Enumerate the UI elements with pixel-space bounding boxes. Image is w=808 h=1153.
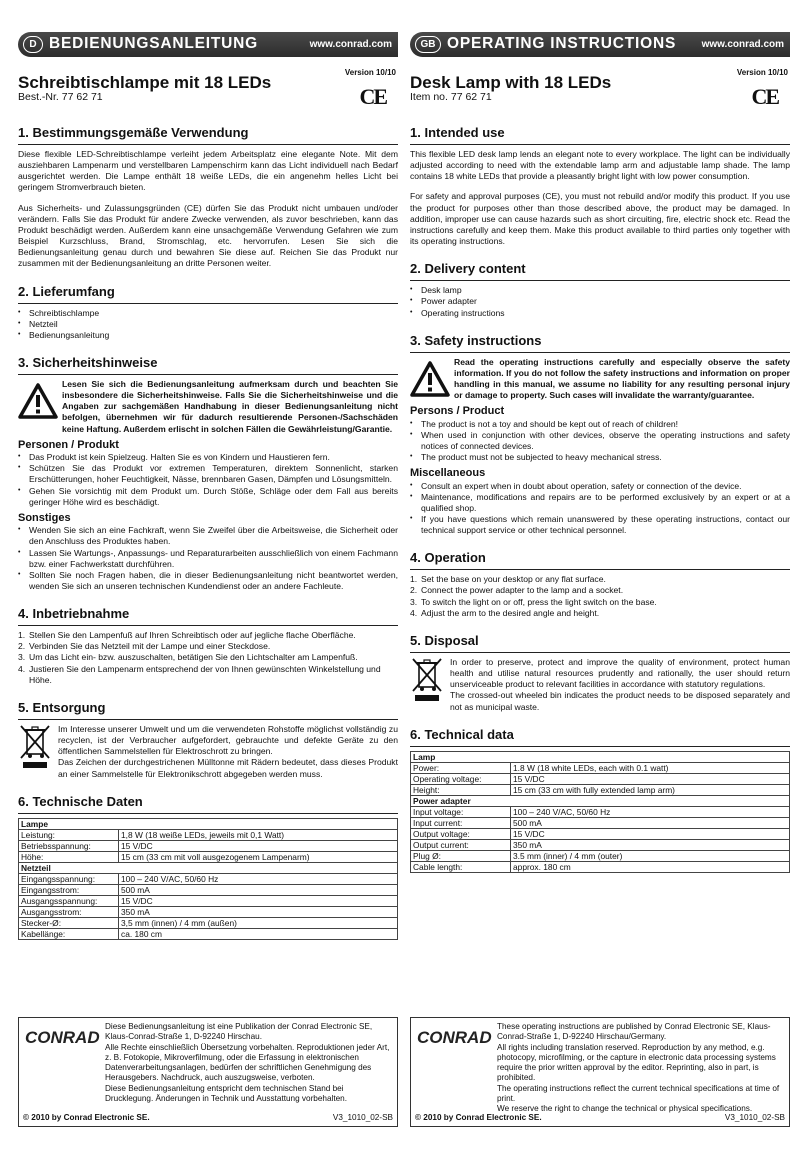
warning-triangle-icon	[18, 379, 58, 435]
subheading: Persons / Product	[410, 405, 505, 418]
svg-text:CONRAD: CONRAD	[25, 1028, 100, 1047]
paragraph: The crossed-out wheeled bin indicates the product needs to be disposed separately and not as municipal waste.	[450, 690, 790, 712]
table-row: Leistung: 1,8 W (18 weiße LEDs, jeweils mit 0,1 Watt)	[19, 829, 398, 840]
paragraph: Im Interesse unserer Umwelt und um die verwendeten Rohstoffe möglichst vollständig zu recyclen, ist der Verbraucher aufgefordert, gebrauchte und defekte Geräte zu den öffentlichen Sammelstellen für Elektroschrott zu bringen.	[58, 723, 398, 757]
language-badge: GB	[415, 36, 441, 53]
section-heading: 5. Entsorgung	[18, 700, 398, 720]
section-technical-data	[410, 727, 790, 873]
subheading: Sonstiges	[18, 511, 71, 524]
table-group: Lamp	[411, 751, 790, 762]
list-item: 3. Um das Licht ein- bzw. auszuschalten, betätigen Sie den Lichtschalter am Lampenfuß.	[18, 652, 358, 663]
crossed-bin-icon	[18, 724, 52, 780]
table-group: Netzteil	[19, 862, 398, 873]
document-title: Desk Lamp with 18 LEDs	[410, 73, 612, 92]
technical-data-table	[18, 818, 398, 940]
section-delivery-content	[410, 261, 790, 318]
document-code: V3_1010_02-SB	[724, 1112, 785, 1122]
column-english	[410, 32, 790, 873]
table-row: Operating voltage: 15 V/DC	[411, 773, 790, 784]
section-intended-use	[18, 125, 398, 270]
table-row: Kabellänge: ca. 180 cm	[19, 928, 398, 939]
list-item: 4. Justieren Sie den Lampenarm entsprechend der von Ihnen gewünschten Winkelstellung und Höhe.	[18, 663, 381, 685]
table-row: Cable length: approx. 180 cm	[411, 861, 790, 872]
document-code: V3_1010_02-SB	[332, 1112, 393, 1122]
list-item: 1. Set the base on your desktop or any flat surface.	[410, 574, 606, 585]
header-title: OPERATING INSTRUCTIONS	[447, 35, 677, 53]
conrad-logo-icon	[415, 1026, 493, 1048]
footer-english	[410, 1017, 790, 1127]
table-row: Plug Ø: 3.5 mm (inner) / 4 mm (outer)	[411, 850, 790, 861]
list-item: 4. Adjust the arm to the desired angle and height.	[410, 607, 600, 618]
list-item: • Wenden Sie sich an eine Fachkraft, wenn Sie Zweifel über die Arbeitsweise, die Sicherheit oder den Anschluss des Produktes haben.	[18, 525, 398, 547]
svg-text:CONRAD: CONRAD	[417, 1028, 492, 1047]
list-item: 2. Verbinden Sie das Netzteil mit der Lampe und einer Steckdose.	[18, 641, 271, 652]
section-heading: 3. Safety instructions	[410, 333, 790, 353]
table-row: Input voltage: 100 – 240 V/AC, 50/60 Hz	[411, 806, 790, 817]
footer-text: Diese Bedienungsanleitung ist eine Publikation der Conrad Electronic SE, Klaus-Conrad-Straße 1, D-92240 Hirschau. Alle Rechte einschließlich Übersetzung vorbehalten. Reproduktionen jeder Art, z. B. Fotokopie, Mikroverfilmung, oder die Erfassung in elektronischen Datenverarbeitungsanlagen, bedürfen der schriftlichen Genehmigung des Herausgebers. Nachdruck, auch auszugsweise, verboten. Diese Bedienungsanleitung entspricht dem technischen Stand bei Drucklegung. Änderungen in Technik und Ausstattung vorbehalten.	[105, 1022, 390, 1103]
section-heading: 6. Technical data	[410, 727, 790, 747]
list-item: • Das Produkt ist kein Spielzeug. Halten Sie es von Kindern und Haustieren fern.	[18, 452, 398, 463]
section-intended-use	[410, 125, 790, 247]
section-heading: 3. Sicherheitshinweise	[18, 355, 398, 375]
section-heading: 2. Lieferumfang	[18, 284, 398, 304]
conrad-logo-icon	[23, 1026, 101, 1048]
footer-text: These operating instructions are published by Conrad Electronic SE, Klaus-Conrad-Straße 1, D-92240 Hirschau/Germany. All rights including translation reserved. Reproduction by any method, e.g. photocopy, microfilming, or the capture in electronic data processing systems require the prior written approval by the editor. Reprinting, also in part, is prohibited. The operating instructions reflect the current technical specifications at time of print. We reserve the right to change the technical or physical specifications.	[497, 1022, 780, 1113]
list-item: • Power adapter	[410, 296, 790, 307]
warning-text: Lesen Sie sich die Bedienungsanleitung aufmerksam durch und beachten Sie insbesondere die Sicherheitshinweise. Falls Sie die Sicherheitshinweise und die Angaben zur sachgemäßen Handhabung in dieser Bedienungsanleitung nicht befolgen, übernehmen wir für dadurch resultierende Personen-/Sachschäden keine Haftung. Außerdem erlischt in solchen Fällen die Gewährleistung/Garantie.	[62, 378, 398, 434]
header-url[interactable]: www.conrad.com	[701, 39, 784, 50]
header-bar	[18, 32, 398, 57]
paragraph: Das Zeichen der durchgestrichenen Mülltonne mit Rädern bedeutet, dass dieses Produkt an einer Sammelstelle für Elektronikschrott abgegeben werden muss.	[58, 757, 398, 779]
table-row: Eingangsspannung: 100 – 240 V/AC, 50/60 Hz	[19, 873, 398, 884]
ce-mark-icon: CE	[751, 84, 778, 109]
copyright: © 2010 by Conrad Electronic SE.	[23, 1112, 150, 1122]
footer-german	[18, 1017, 398, 1127]
list-item: • The product is not a toy and should be kept out of reach of children!	[410, 419, 790, 430]
crossed-bin-icon	[410, 657, 444, 713]
list-item: • Netzteil	[18, 319, 398, 330]
section-safety	[18, 355, 398, 592]
section-safety	[410, 333, 790, 537]
table-row: Output voltage: 15 V/DC	[411, 828, 790, 839]
list-item: • Gehen Sie vorsichtig mit dem Produkt um. Durch Stöße, Schläge oder dem Fall aus bereits geringer Höhe wird es beschädigt.	[18, 486, 398, 508]
table-row: Höhe: 15 cm (33 cm mit voll ausgezogenem Lampenarm)	[19, 851, 398, 862]
list-item: • Maintenance, modifications and repairs are to be performed exclusively by an expert or at a qualified shop.	[410, 492, 790, 514]
warning-text: Read the operating instructions carefully and especially observe the safety information. If you do not follow the safety instructions and information on proper handling in this manual, we assume no liability for any resulting personal injury or damage to property. Such cases will invalidate the warranty/guarantee.	[454, 356, 790, 401]
item-number: Best.-Nr. 77 62 71	[18, 91, 103, 103]
table-row: Power: 1.8 W (18 white LEDs, each with 0.1 watt)	[411, 762, 790, 773]
section-heading: 6. Technische Daten	[18, 794, 398, 814]
section-heading: 1. Intended use	[410, 125, 790, 145]
paragraph: Aus Sicherheits- und Zulassungsgründen (CE) dürfen Sie das Produkt nicht umbauen und/oder verändern. Falls Sie das Produkt für andere Zwecke verwenden, als zuvor beschrieben, kann das Produkt beschädigt werden. Außerdem kann eine unsachgemäße Verwendung Gefahren wie zum Beispiel Kurzschluss, Brand, Stromschlag, etc. hervorrufen. Lesen Sie sich die Bedienungsanleitung genau durch und bewahren Sie diese auf. Reichen Sie das Produkt nur zusammen mit der Bedienungsanleitung an dritte Personen weiter.	[18, 202, 398, 269]
table-group: Lampe	[19, 818, 398, 829]
list-item: 3. To switch the light on or off, press the light switch on the base.	[410, 596, 657, 607]
paragraph: Diese flexible LED-Schreibtischlampe verleiht jedem Arbeitsplatz eine elegante Note. Mit dem ausziehbaren Lampenarm und verstellbaren Lampenschirm kann das Licht individuell nach Bedarf ausgerichtet werden. Die Lampe enthält 18 weiße LEDs, die ein angenehm helles Licht bei geringem Stromverbrauch bieten.	[18, 148, 398, 193]
list-item: • Consult an expert when in doubt about operation, safety or connection of the device.	[410, 481, 790, 492]
section-delivery-content	[18, 284, 398, 341]
list-item: • The product must not be subjected to heavy mechanical stress.	[410, 452, 790, 463]
list-item: • If you have questions which remain unanswered by these operating instructions, contact our technical support service or other technical personnel.	[410, 514, 790, 536]
section-operation	[18, 606, 398, 686]
item-number: Item no. 77 62 71	[410, 91, 492, 103]
subheading: Personen / Produkt	[18, 438, 119, 451]
list-item: 2. Connect the power adapter to the lamp and a socket.	[410, 585, 624, 596]
document-title: Schreibtischlampe mit 18 LEDs	[18, 73, 272, 92]
list-item: 1. Stellen Sie den Lampenfuß auf Ihren Schreibtisch oder auf jegliche flache Oberfläche.	[18, 630, 356, 641]
list-item: • Schreibtischlampe	[18, 308, 398, 319]
table-row: Eingangsstrom: 500 mA	[19, 884, 398, 895]
paragraph: For safety and approval purposes (CE), you must not rebuild and/or modify this product. If you use the product for purposes other than those described above, the product may be damaged. In addition, improper use can cause hazards such as short circuiting, fire, electric shock etc. Read the instructions carefully and keep them. Make this product available to third parties only together with its operating instructions.	[410, 191, 790, 247]
section-heading: 5. Disposal	[410, 633, 790, 653]
list-item: • Sollten Sie noch Fragen haben, die in dieser Bedienungsanleitung nicht beantwortet werden, wenden Sie sich an unseren technischen Kundendienst oder an andere Fachleute.	[18, 570, 398, 592]
section-heading: 2. Delivery content	[410, 261, 790, 281]
section-heading: 1. Bestimmungsgemäße Verwendung	[18, 125, 398, 145]
table-row: Output current: 350 mA	[411, 839, 790, 850]
list-item: • Operating instructions	[410, 308, 790, 319]
section-heading: 4. Inbetriebnahme	[18, 606, 398, 626]
technical-data-table	[410, 751, 790, 873]
copyright: © 2010 by Conrad Electronic SE.	[415, 1112, 542, 1122]
table-row: Betriebsspannung: 15 V/DC	[19, 840, 398, 851]
header-title: BEDIENUNGSANLEITUNG	[49, 35, 258, 53]
table-row: Ausgangsstrom: 350 mA	[19, 906, 398, 917]
list-item: • Schützen Sie das Produkt vor extremen Temperaturen, direktem Sonnenlicht, starken Erschütterungen, hoher Feuchtigkeit, Nässe, brennbaren Gasen, Dämpfen und Lösungsmitteln.	[18, 463, 398, 485]
table-row: Height: 15 cm (33 cm with fully extended lamp arm)	[411, 784, 790, 795]
paragraph: In order to preserve, protect and improve the quality of environment, protect human health and utilise natural resources prudently and rationally, the user should return unserviceable product to relevant facilities in accordance with statutory regulations.	[450, 656, 790, 690]
version-label: Version 10/10	[344, 68, 396, 77]
table-row: Stecker-Ø: 3,5 mm (innen) / 4 mm (außen)	[19, 917, 398, 928]
list-item: • When used in conjunction with other devices, observe the operating instructions and safety notices of connected devices.	[410, 430, 790, 452]
section-technical-data	[18, 794, 398, 940]
table-row: Ausgangsspannung: 15 V/DC	[19, 895, 398, 906]
list-item: • Desk lamp	[410, 285, 790, 296]
section-heading: 4. Operation	[410, 550, 790, 570]
list-item: • Lassen Sie Wartungs-, Anpassungs- und Reparaturarbeiten ausschließlich von einem Fachmann bzw. einer Fachwerkstatt durchführen.	[18, 548, 398, 570]
warning-triangle-icon	[410, 357, 450, 402]
paragraph: This flexible LED desk lamp lends an elegant note to every workplace. The light can be individually adjusted according to need with the extendable lamp arm and adjustable lamp shade. The lamp contains 18 white LEDs that provide a pleasantly bright light with low power consumption.	[410, 148, 790, 182]
header-url[interactable]: www.conrad.com	[309, 39, 392, 50]
section-operation	[410, 550, 790, 619]
section-disposal	[18, 700, 398, 780]
subheading: Miscellaneous	[410, 467, 486, 480]
table-group: Power adapter	[411, 795, 790, 806]
version-label: Version 10/10	[736, 68, 788, 77]
table-row: Input current: 500 mA	[411, 817, 790, 828]
list-item: • Bedienungsanleitung	[18, 330, 398, 341]
ce-mark-icon: CE	[359, 84, 386, 109]
column-german	[18, 32, 398, 940]
header-bar	[410, 32, 790, 57]
section-disposal	[410, 633, 790, 713]
language-badge: D	[23, 36, 43, 53]
